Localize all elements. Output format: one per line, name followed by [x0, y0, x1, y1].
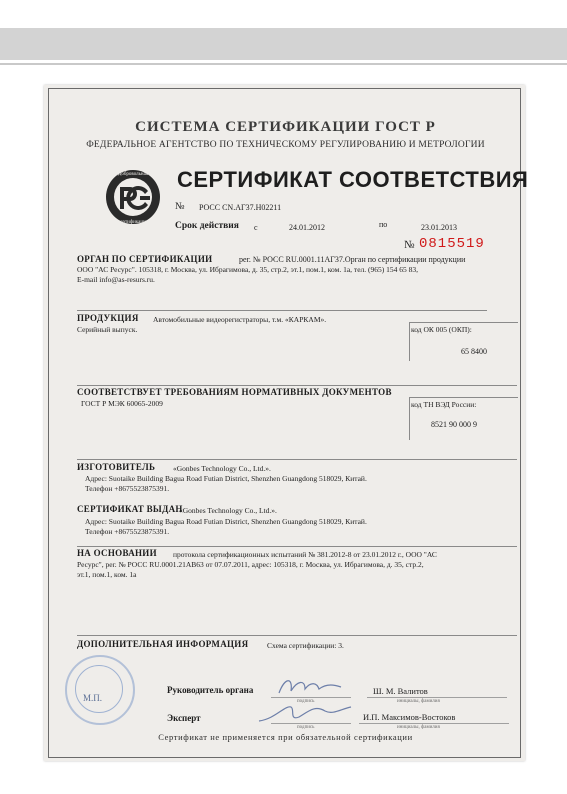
conformity-divider: [77, 385, 517, 386]
additional-text: Схема сертификации: 3.: [267, 641, 344, 650]
head-name-line: [367, 697, 507, 698]
validity-from-label: с: [254, 223, 258, 232]
basis-label: НА ОСНОВАНИИ: [77, 548, 157, 558]
gost-r-logo-icon: [103, 167, 163, 227]
okp-value: 65 8400: [461, 347, 487, 356]
tnved-label: код ТН ВЭД России:: [411, 400, 477, 409]
certificate-border: [48, 88, 529, 758]
certificate-title: СЕРТИФИКАТ СООТВЕТСТВИЯ: [177, 167, 529, 192]
expert-sign-caption: подпись: [297, 725, 315, 730]
head-name: Ш. М. Валитов: [373, 686, 428, 696]
certificate-sheet: [44, 85, 529, 761]
organ-line-1: рег. № РОСС RU.0001.11АГ37.Орган по сертификации продукции: [239, 255, 466, 264]
certificate-footer-note: Сертификат не применяется при обязательной сертификации: [158, 732, 413, 742]
organ-label: ОРГАН ПО СЕРТИФИКАЦИИ: [77, 254, 213, 264]
top-gray-bar: [0, 28, 567, 60]
head-signature-icon: [275, 675, 345, 699]
reg-number: РОСС CN.АГ37.Н02211: [199, 203, 282, 212]
agency-heading: ФЕДЕРАЛЬНОЕ АГЕНТСТВО ПО ТЕХНИЧЕСКОМУ РЕГУЛИРОВАНИЮ И МЕТРОЛОГИИ: [86, 140, 485, 150]
conformity-standard: ГОСТ Р МЭК 60065-2009: [81, 399, 163, 408]
expert-name-line: [359, 723, 509, 724]
seal-inner-ring: [75, 665, 123, 713]
organ-line-3: E-mail info@as-resurs.ru.: [77, 275, 155, 284]
head-name-caption: инициалы, фамилия: [397, 699, 440, 704]
validity-label: Срок действия: [175, 221, 239, 231]
issued-to-label: СЕРТИФИКАТ ВЫДАН: [77, 504, 183, 514]
okp-label: код ОК 005 (ОКП):: [411, 325, 472, 334]
expert-name-caption: инициалы, фамилия: [397, 725, 440, 730]
issued-to-name: «Gonbes Technology Co., Ltd.».: [179, 506, 277, 515]
basis-line-1: протокола сертификационных испытаний № 381.2012-8 от 23.01.2012 г., ООО "АС: [173, 550, 437, 559]
manufacturer-divider: [77, 459, 517, 460]
conformity-label: СООТВЕТСТВУЕТ ТРЕБОВАНИЯМ НОРМАТИВНЫХ ДОКУМЕНТОВ: [77, 387, 392, 397]
expert-signature-label: Эксперт: [167, 713, 201, 723]
additional-label: ДОПОЛНИТЕЛЬНАЯ ИНФОРМАЦИЯ: [77, 639, 249, 649]
manufacturer-phone: Телефон +8675523875391.: [85, 484, 170, 493]
expert-name: И.П. Максимов-Востоков: [363, 712, 456, 722]
tnved-value: 8521 90 000 9: [431, 420, 477, 429]
issued-to-address: Адрес: Suotaike Building Bagua Road Futian District, Shenzhen Guangdong 518029, Китай.: [85, 517, 367, 526]
serial-number: 0815519: [419, 236, 485, 252]
manufacturer-label: ИЗГОТОВИТЕЛЬ: [77, 462, 156, 472]
product-label: ПРОДУКЦИЯ: [77, 313, 139, 323]
basis-line-3: эт.1, пом.1, ком. 1а: [77, 570, 137, 579]
serial-no-label: №: [404, 239, 415, 251]
issued-to-phone: Телефон +8675523875391.: [85, 527, 170, 536]
reg-no-label: №: [175, 201, 185, 212]
logo-top-text: Добровольная: [117, 172, 149, 177]
basis-line-2: Ресурс", рег. № РОСС RU.0001.21АВ63 от 07.07.2011, адрес: 105318, г. Москва, ул. Ибрагимова, д. 35, стр.2,: [77, 560, 424, 569]
product-divider: [77, 310, 487, 311]
certification-system-heading: СИСТЕМА СЕРТИФИКАЦИИ ГОСТ Р: [135, 119, 436, 135]
basis-divider: [77, 546, 517, 547]
expert-signature-icon: [255, 701, 355, 725]
top-divider: [0, 63, 567, 65]
head-signature-label: Руководитель органа: [167, 685, 254, 695]
organ-line-2: ООО "АС Ресурс". 105318, г. Москва, ул. Ибрагимова, д. 35, стр.2, эт.1, пом.1, ком. 1а, тел. (965) 154 65 83,: [77, 265, 419, 274]
logo-bottom-text: сертификация: [118, 220, 148, 225]
validity-to-date: 23.01.2013: [421, 223, 457, 232]
product-name: Автомобильные видеорегистраторы, т.м. «КАРКАМ».: [153, 315, 327, 324]
stamp-mp-text: М.П.: [83, 693, 103, 703]
additional-divider: [77, 635, 517, 636]
manufacturer-address: Адрес: Suotaike Building Bagua Road Futian District, Shenzhen Guangdong 518029, Китай.: [85, 474, 367, 483]
validity-from-date: 24.01.2012: [289, 223, 325, 232]
head-sign-caption: подпись: [297, 699, 315, 704]
manufacturer-name: «Gonbes Technology Co., Ltd.».: [173, 464, 271, 473]
validity-to-label: по: [379, 220, 388, 229]
product-release: Серийный выпуск.: [77, 325, 138, 334]
